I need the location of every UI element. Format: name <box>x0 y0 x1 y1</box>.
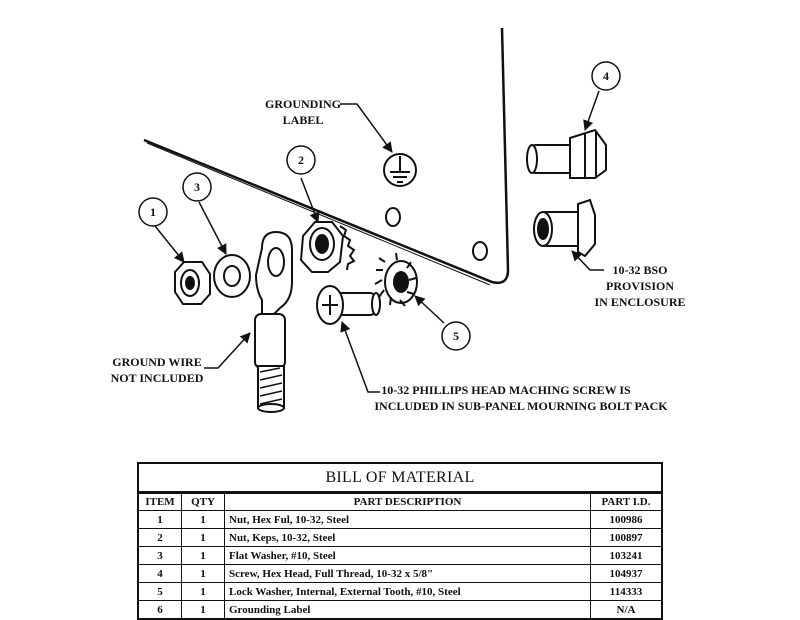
cell-description: Nut, Keps, 10-32, Steel <box>225 529 591 547</box>
cell-part-id: N/A <box>591 601 662 619</box>
cell-description: Flat Washer, #10, Steel <box>225 547 591 565</box>
cell-item: 2 <box>139 529 182 547</box>
cell-qty: 1 <box>182 583 225 601</box>
bso-callout-line3: IN ENCLOSURE <box>594 295 686 309</box>
table-row <box>139 511 661 529</box>
item-bubble-2 <box>287 146 315 174</box>
cell-qty: 1 <box>182 511 225 529</box>
svg-text:4: 4 <box>603 69 609 83</box>
hex-head-screw-icon <box>527 130 606 178</box>
item-bubble-5 <box>442 322 470 350</box>
header-qty: QTY <box>182 494 225 511</box>
screw-note-line2: INCLUDED IN SUB-PANEL MOURNING BOLT PACK <box>374 399 668 413</box>
flat-washer-icon <box>214 255 250 297</box>
cell-description: Grounding Label <box>225 601 591 619</box>
cell-part-id: 100897 <box>591 529 662 547</box>
table-row <box>139 601 661 619</box>
cell-item: 3 <box>139 547 182 565</box>
header-part-id: PART I.D. <box>591 494 662 511</box>
cell-qty: 1 <box>182 601 225 619</box>
svg-text:5: 5 <box>453 329 459 343</box>
item-bubble-4 <box>592 62 620 90</box>
ground-wire-callout-line2: NOT INCLUDED <box>110 371 204 385</box>
ground-wire-icon <box>255 314 285 412</box>
cell-part-id: 114333 <box>591 583 662 601</box>
hex-nut-icon <box>175 262 210 304</box>
cell-description: Nut, Hex Ful, 10-32, Steel <box>225 511 591 529</box>
item-bubble-3 <box>183 173 211 201</box>
screw-note-line1: 10-32 PHILLIPS HEAD MACHING SCREW IS <box>381 383 631 397</box>
ground-symbol-icon <box>384 154 416 186</box>
grounding-label-callout-line1: GROUNDING <box>264 97 342 111</box>
cell-qty: 1 <box>182 529 225 547</box>
panel-holes <box>386 208 487 260</box>
keps-nut-icon <box>301 222 354 272</box>
cell-part-id: 103241 <box>591 547 662 565</box>
ground-wire-callout-line1: GROUND WIRE <box>112 355 202 369</box>
cell-description: Lock Washer, Internal, External Tooth, #10, Steel <box>225 583 591 601</box>
bso-callout-line1: 10-32 BSO <box>612 263 668 277</box>
header-part-description: PART DESCRIPTION <box>225 494 591 511</box>
cell-qty: 1 <box>182 565 225 583</box>
svg-text:3: 3 <box>194 180 200 194</box>
cell-part-id: 104937 <box>591 565 662 583</box>
cell-item: 4 <box>139 565 182 583</box>
table-row <box>139 529 661 547</box>
cell-item: 6 <box>139 601 182 619</box>
item-bubble-1 <box>139 198 167 226</box>
bill-of-material-table <box>137 462 663 620</box>
cell-item: 5 <box>139 583 182 601</box>
grounding-label-callout-line2: LABEL <box>282 113 324 127</box>
table-row <box>139 547 661 565</box>
table-row <box>139 583 661 601</box>
header-item: ITEM <box>139 494 182 511</box>
table-row <box>139 565 661 583</box>
svg-text:2: 2 <box>298 153 304 167</box>
cell-item: 1 <box>139 511 182 529</box>
cell-description: Screw, Hex Head, Full Thread, 10-32 x 5/8" <box>225 565 591 583</box>
phillips-screw-icon <box>317 286 380 324</box>
svg-text:1: 1 <box>150 205 156 219</box>
bom-grid <box>139 493 661 618</box>
bom-header-row <box>139 494 661 511</box>
bso-callout-line2: PROVISION <box>605 279 675 293</box>
cell-part-id: 100986 <box>591 511 662 529</box>
ring-terminal-icon <box>256 232 292 316</box>
cell-qty: 1 <box>182 547 225 565</box>
bso-standoff-icon <box>534 200 595 256</box>
lock-washer-icon <box>375 253 417 306</box>
bom-title: BILL OF MATERIAL <box>139 464 661 493</box>
